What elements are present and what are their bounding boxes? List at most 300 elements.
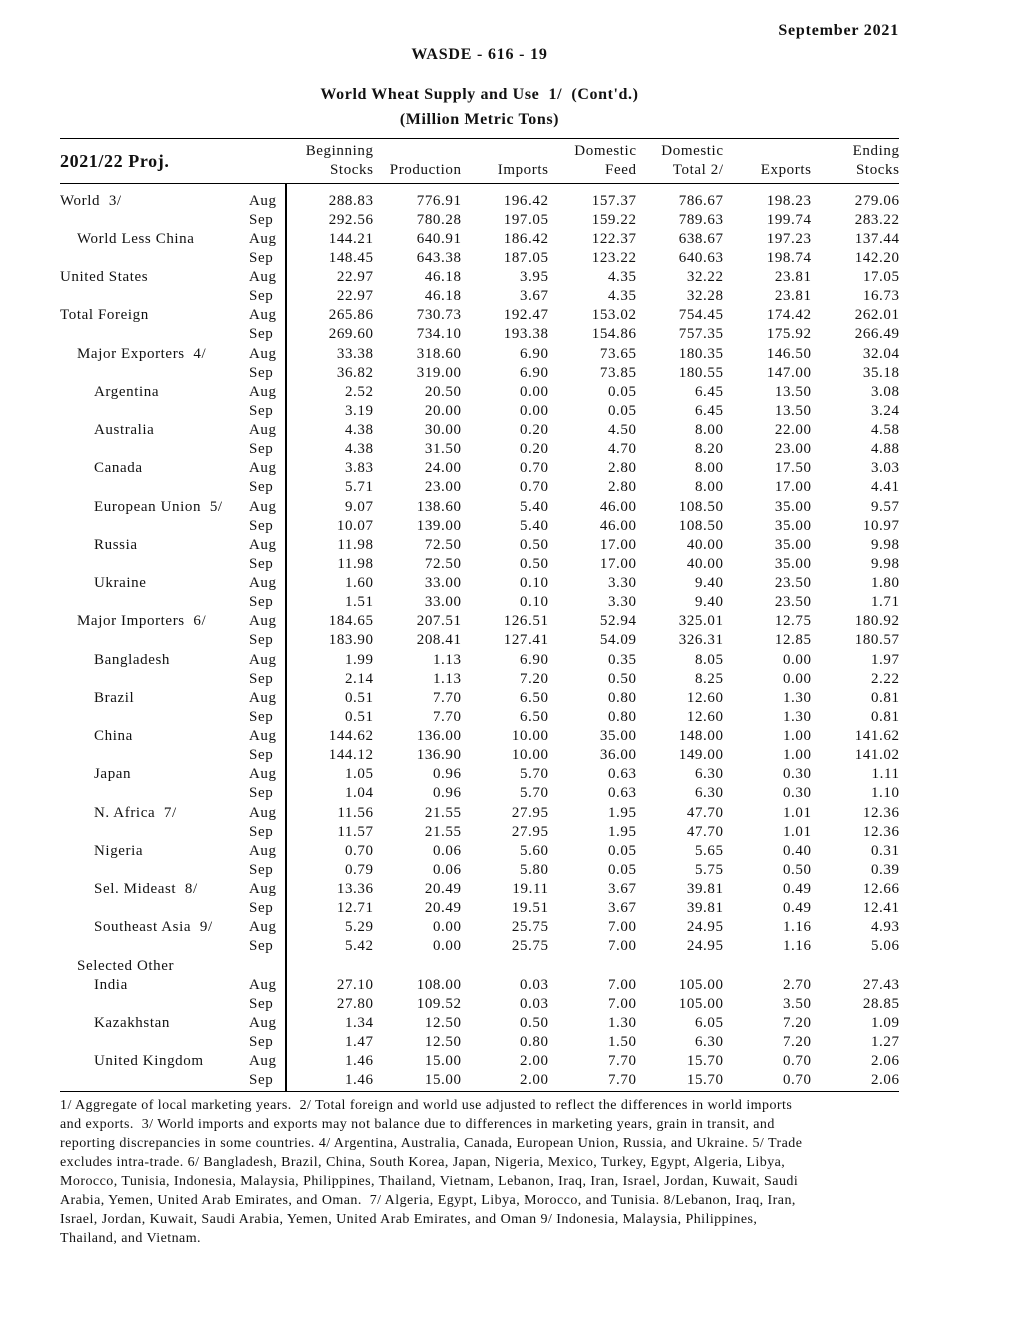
beginning-stocks-value: 148.45 — [328, 249, 374, 266]
beginning-stocks-value: 11.57 — [337, 823, 374, 840]
row-label: N. Africa 7/ — [94, 804, 177, 821]
domestic-total-value: 325.01 — [678, 613, 724, 630]
beginning-stocks-value: 2.14 — [344, 670, 374, 687]
ending-stocks-value: 2.06 — [870, 1072, 900, 1089]
header-production — [373, 142, 461, 180]
production-value: 15.00 — [424, 1072, 462, 1089]
month-label: Sep — [249, 479, 274, 496]
ending-stocks-value: 180.57 — [854, 632, 900, 649]
production-value: 136.90 — [416, 747, 462, 764]
row-label — [60, 631, 249, 650]
production-value: 208.41 — [416, 632, 462, 649]
row-label — [60, 364, 249, 383]
production-value: 31.50 — [424, 441, 462, 458]
table-row — [60, 861, 899, 880]
production-value: 7.70 — [432, 708, 462, 725]
row-label — [60, 478, 249, 497]
ending-stocks-value: 141.02 — [854, 747, 900, 764]
imports-value: 0.20 — [519, 441, 549, 458]
imports-value: 0.00 — [519, 383, 549, 400]
header-line: Production — [389, 162, 462, 178]
header-line: Imports — [497, 162, 549, 178]
table-row — [60, 421, 899, 440]
table-row — [60, 631, 899, 650]
exports-value: 12.75 — [774, 613, 812, 630]
exports-value: 0.70 — [782, 1053, 812, 1070]
imports-value: 10.00 — [511, 747, 549, 764]
production-value: 1.13 — [432, 651, 462, 668]
imports-value: 3.67 — [519, 288, 549, 305]
month-label: Sep — [249, 441, 274, 458]
exports-value: 1.00 — [782, 728, 812, 744]
ending-stocks-value: 142.20 — [854, 249, 900, 266]
domestic-total-value: 39.81 — [686, 881, 724, 897]
imports-value: 0.70 — [519, 460, 549, 477]
month-label: Sep — [249, 364, 274, 381]
imports-value: 2.00 — [519, 1072, 549, 1089]
imports-value: 3.95 — [519, 269, 549, 285]
month-label: Sep — [249, 823, 274, 840]
exports-value: 7.20 — [782, 1034, 812, 1050]
domestic-feed-value: 0.80 — [607, 708, 637, 725]
domestic-feed-value: 3.67 — [607, 881, 637, 897]
header-domestic-total — [636, 142, 723, 180]
imports-value: 6.90 — [519, 345, 549, 362]
table-row — [60, 995, 899, 1014]
table-row — [60, 670, 899, 689]
month-label: Sep — [249, 249, 274, 266]
imports-value: 19.51 — [511, 900, 549, 917]
domestic-total-value: 47.70 — [686, 804, 724, 821]
production-value: 21.55 — [424, 823, 462, 840]
domestic-feed-value: 0.50 — [607, 670, 637, 687]
exports-value: 23.81 — [774, 288, 812, 305]
production-value: 139.00 — [416, 517, 462, 534]
month-label: Sep — [249, 900, 274, 917]
beginning-stocks-value: 22.97 — [336, 269, 374, 285]
production-value: 0.96 — [432, 766, 462, 783]
domestic-feed-value: 1.30 — [607, 1014, 637, 1031]
ending-stocks-value: 17.05 — [862, 269, 900, 285]
row-label — [60, 325, 249, 344]
exports-value: 0.00 — [782, 670, 812, 687]
beginning-stocks-value: 4.38 — [344, 441, 374, 458]
month-label: Sep — [249, 995, 274, 1012]
production-value: 109.52 — [416, 995, 462, 1012]
exports-value: 146.50 — [766, 345, 812, 362]
table-row — [60, 574, 899, 593]
exports-value: 0.30 — [782, 766, 812, 783]
domestic-total-value: 8.00 — [694, 479, 724, 496]
beginning-stocks-value: 27.80 — [336, 995, 374, 1012]
domestic-feed-value: 0.80 — [607, 689, 637, 706]
exports-value: 147.00 — [766, 364, 812, 381]
row-label: Southeast Asia 9/ — [94, 919, 213, 936]
row-label: Bangladesh — [94, 651, 170, 668]
beginning-stocks-value: 27.10 — [336, 976, 374, 993]
domestic-total-value: 149.00 — [678, 747, 724, 764]
month-label: Sep — [249, 288, 274, 305]
domestic-feed-value: 0.05 — [607, 383, 637, 400]
beginning-stocks-value: 5.42 — [344, 938, 374, 955]
domestic-feed-value: 7.00 — [607, 919, 637, 936]
header-rule — [60, 183, 899, 185]
imports-value: 0.50 — [519, 555, 549, 572]
month-label: Aug — [249, 460, 277, 477]
table-row — [60, 823, 899, 842]
ending-stocks-value: 5.06 — [870, 938, 900, 955]
imports-value: 193.38 — [503, 326, 549, 343]
domestic-total-value: 9.40 — [694, 575, 724, 591]
table-body — [60, 192, 899, 1091]
domestic-total-value: 6.05 — [694, 1014, 724, 1031]
domestic-feed-value: 4.50 — [607, 422, 637, 438]
production-value: 776.91 — [416, 192, 462, 209]
domestic-feed-value: 54.09 — [599, 632, 637, 649]
table-row — [60, 937, 899, 956]
domestic-feed-value: 7.70 — [607, 1053, 637, 1070]
domestic-total-value: 640.63 — [678, 249, 724, 266]
table-row — [60, 498, 899, 517]
production-value: 730.73 — [416, 307, 462, 324]
month-label: Sep — [249, 785, 274, 802]
beginning-stocks-value: 288.83 — [328, 192, 374, 209]
beginning-stocks-value: 9.07 — [344, 498, 374, 515]
imports-value: 6.90 — [519, 364, 549, 381]
table-row — [60, 345, 899, 364]
production-value: 319.00 — [416, 364, 462, 381]
month-label: Sep — [249, 326, 274, 343]
row-label: India — [94, 976, 128, 993]
domestic-total-value: 6.45 — [694, 383, 724, 400]
row-label — [60, 746, 249, 765]
beginning-stocks-value: 1.51 — [344, 594, 374, 611]
ending-stocks-value: 3.24 — [870, 402, 900, 419]
table-row — [60, 1052, 899, 1071]
table-row — [60, 746, 899, 765]
production-value: 138.60 — [416, 498, 462, 515]
row-label — [60, 211, 249, 230]
imports-value: 196.42 — [503, 192, 549, 209]
table-row — [60, 325, 899, 344]
imports-value: 5.40 — [519, 517, 549, 534]
production-value: 46.18 — [424, 288, 462, 305]
row-label: Australia — [94, 422, 155, 438]
row-label — [60, 708, 249, 727]
row-label — [60, 899, 249, 918]
imports-value: 5.40 — [519, 498, 549, 515]
beginning-stocks-value: 1.46 — [344, 1053, 374, 1070]
exports-value: 0.49 — [782, 900, 812, 917]
table-row — [60, 249, 899, 268]
ending-stocks-value: 262.01 — [854, 307, 900, 324]
domestic-total-value: 8.00 — [694, 422, 724, 438]
footnote-line: 1/ Aggregate of local marketing years. 2/ Total foreign and world use adjusted to reflect the differences in world imports — [60, 1097, 793, 1113]
month-label: Aug — [249, 651, 277, 668]
imports-value: 126.51 — [503, 613, 549, 630]
month-label: Sep — [249, 211, 274, 228]
table-row — [60, 899, 899, 918]
row-label: China — [94, 728, 133, 744]
domestic-total-value: 5.75 — [694, 861, 724, 878]
ending-stocks-value: 32.04 — [862, 345, 900, 362]
domestic-total-value: 47.70 — [686, 823, 724, 840]
footnote-line: Arabia, Yemen, United Arab Emirates, and Oman. 7/ Algeria, Egypt, Libya, Morocco, and Tunisia. 8/Lebanon, Iraq, Iran, — [60, 1192, 796, 1208]
ending-stocks-value: 12.36 — [862, 804, 900, 821]
domestic-feed-value: 4.35 — [607, 269, 637, 285]
beginning-stocks-value: 36.82 — [336, 364, 374, 381]
beginning-stocks-value: 11.98 — [337, 555, 374, 572]
table-row — [60, 765, 899, 784]
month-label: Sep — [249, 747, 274, 764]
header-line: Total 2/ — [672, 162, 724, 178]
domestic-feed-value: 17.00 — [599, 536, 637, 553]
domestic-feed-value: 0.63 — [607, 766, 637, 783]
header-exports — [723, 142, 811, 180]
exports-value: 35.00 — [774, 517, 812, 534]
beginning-stocks-value: 1.34 — [344, 1014, 374, 1031]
imports-value: 2.00 — [519, 1053, 549, 1070]
production-value: 30.00 — [424, 422, 462, 438]
ending-stocks-value: 2.06 — [870, 1053, 900, 1070]
table-row — [60, 517, 899, 536]
exports-value: 13.50 — [774, 402, 812, 419]
imports-value: 186.42 — [503, 230, 549, 247]
month-label: Sep — [249, 517, 274, 534]
exports-value: 12.85 — [774, 632, 812, 649]
domestic-feed-value: 3.67 — [607, 900, 637, 917]
domestic-total-value: 757.35 — [678, 326, 724, 343]
row-label: Argentina — [94, 383, 160, 400]
exports-value: 0.00 — [782, 651, 812, 668]
imports-value: 6.90 — [519, 651, 549, 668]
ending-stocks-value: 4.93 — [870, 919, 900, 936]
production-value: 72.50 — [424, 536, 462, 553]
month-label: Aug — [249, 1053, 277, 1070]
row-label: Nigeria — [94, 842, 144, 859]
ending-stocks-value: 1.71 — [870, 594, 900, 611]
imports-value: 5.60 — [519, 842, 549, 859]
ending-stocks-value: 12.36 — [862, 823, 900, 840]
beginning-stocks-value: 11.56 — [337, 804, 374, 821]
domestic-total-value: 6.30 — [694, 1034, 724, 1050]
exports-value: 0.30 — [782, 785, 812, 802]
ending-stocks-value: 0.81 — [870, 708, 900, 725]
table-row — [60, 727, 899, 746]
domestic-feed-value: 1.95 — [607, 804, 637, 821]
row-label: Major Importers 6/ — [77, 613, 207, 630]
header-line: Beginning — [305, 143, 374, 159]
exports-value: 1.30 — [782, 708, 812, 725]
domestic-feed-value: 7.70 — [607, 1072, 637, 1089]
production-value: 318.60 — [416, 345, 462, 362]
ending-stocks-value: 1.80 — [870, 575, 900, 591]
production-value: 46.18 — [424, 269, 462, 285]
imports-value: 197.05 — [503, 211, 549, 228]
domestic-feed-value: 159.22 — [591, 211, 637, 228]
table-row — [60, 880, 899, 899]
domestic-total-value: 8.05 — [694, 651, 724, 668]
production-value: 0.96 — [432, 785, 462, 802]
domestic-feed-value: 3.30 — [607, 594, 637, 611]
imports-value: 187.05 — [503, 249, 549, 266]
production-value: 0.06 — [432, 842, 462, 859]
production-value: 207.51 — [416, 613, 462, 630]
imports-value: 0.20 — [519, 422, 549, 438]
table-row — [60, 918, 899, 937]
domestic-feed-value: 46.00 — [599, 498, 637, 515]
beginning-stocks-value: 269.60 — [328, 326, 374, 343]
production-value: 21.55 — [424, 804, 462, 821]
exports-value: 1.01 — [782, 804, 812, 821]
month-label: Aug — [249, 383, 277, 400]
beginning-stocks-value: 3.19 — [344, 402, 374, 419]
month-label: Aug — [249, 230, 277, 247]
beginning-stocks-value: 4.38 — [344, 422, 374, 438]
domestic-feed-value: 7.00 — [607, 995, 637, 1012]
table-row — [60, 957, 899, 976]
row-label: United States — [60, 269, 149, 285]
beginning-stocks-value: 11.98 — [337, 536, 374, 553]
exports-value: 1.16 — [782, 938, 812, 955]
production-value: 1.13 — [432, 670, 462, 687]
month-label: Aug — [249, 575, 277, 591]
exports-value: 0.49 — [782, 881, 812, 897]
domestic-feed-value: 4.35 — [607, 288, 637, 305]
row-label: Brazil — [94, 689, 135, 706]
imports-value: 0.80 — [519, 1034, 549, 1050]
month-label: Aug — [249, 613, 277, 630]
domestic-feed-value: 122.37 — [591, 230, 637, 247]
domestic-feed-value: 73.85 — [599, 364, 637, 381]
imports-value: 5.70 — [519, 766, 549, 783]
month-label: Aug — [249, 728, 277, 744]
footnote-line: excludes intra-trade. 6/ Bangladesh, Brazil, China, South Korea, Japan, Nigeria, Mexico, Turkey, Egypt, Algeria, Libya, — [60, 1154, 786, 1170]
domestic-total-value: 39.81 — [686, 900, 724, 917]
month-label: Aug — [249, 689, 277, 706]
ending-stocks-value: 9.98 — [870, 536, 900, 553]
table-row — [60, 364, 899, 383]
ending-stocks-value: 1.09 — [870, 1014, 900, 1031]
imports-value: 0.03 — [519, 976, 549, 993]
row-label — [60, 287, 249, 306]
domestic-feed-value: 1.95 — [607, 823, 637, 840]
row-label — [60, 937, 249, 956]
table-row — [60, 1071, 899, 1090]
table-row — [60, 976, 899, 995]
domestic-total-value: 32.22 — [686, 269, 724, 285]
ending-stocks-value: 2.22 — [870, 670, 900, 687]
imports-value: 27.95 — [511, 804, 549, 821]
ending-stocks-value: 0.81 — [870, 689, 900, 706]
top-rule — [60, 138, 899, 140]
table-row — [60, 1033, 899, 1052]
domestic-total-value: 8.00 — [694, 460, 724, 477]
beginning-stocks-value: 144.21 — [328, 230, 374, 247]
row-label — [60, 1071, 249, 1090]
month-label: Aug — [249, 1014, 277, 1031]
header-domestic-feed — [548, 142, 636, 180]
report-id: WASDE - 616 - 19 — [411, 46, 548, 63]
ending-stocks-value: 4.88 — [870, 441, 900, 458]
table-row — [60, 689, 899, 708]
ending-stocks-value: 27.43 — [862, 976, 900, 993]
ending-stocks-value: 1.27 — [870, 1034, 900, 1050]
table-row — [60, 383, 899, 402]
month-label: Sep — [249, 670, 274, 687]
row-label: World Less China — [77, 230, 195, 247]
month-label: Sep — [249, 555, 274, 572]
imports-value: 0.50 — [519, 1014, 549, 1031]
domestic-total-value: 638.67 — [678, 230, 724, 247]
production-value: 23.00 — [424, 479, 462, 496]
imports-value: 0.10 — [519, 575, 549, 591]
table-row — [60, 211, 899, 230]
exports-value: 35.00 — [774, 498, 812, 515]
row-label — [60, 823, 249, 842]
exports-value: 1.01 — [782, 823, 812, 840]
month-label: Aug — [249, 842, 277, 859]
domestic-feed-value: 157.37 — [591, 192, 637, 209]
table-row — [60, 1014, 899, 1033]
exports-value: 3.50 — [782, 995, 812, 1012]
table-row — [60, 593, 899, 612]
domestic-feed-value: 7.00 — [607, 938, 637, 955]
row-label — [60, 784, 249, 803]
row-label: Major Exporters 4/ — [77, 345, 207, 362]
domestic-total-value: 326.31 — [678, 632, 724, 649]
header-line: Feed — [605, 162, 637, 178]
beginning-stocks-value: 0.51 — [344, 689, 374, 706]
imports-value: 0.03 — [519, 995, 549, 1012]
header-line: Ending — [852, 143, 900, 159]
exports-value: 17.50 — [774, 460, 812, 477]
beginning-stocks-value: 292.56 — [328, 211, 374, 228]
month-label: Aug — [249, 422, 277, 438]
domestic-total-value: 5.65 — [694, 842, 724, 859]
domestic-total-value: 789.63 — [678, 211, 724, 228]
footnote-line: reporting discrepancies in some countries. 4/ Argentina, Australia, Canada, European Union, Russia, and Ukraine. 5/ Trade — [60, 1135, 803, 1151]
beginning-stocks-value: 0.70 — [344, 842, 374, 859]
production-value: 7.70 — [432, 689, 462, 706]
table-row — [60, 784, 899, 803]
domestic-total-value: 15.70 — [686, 1072, 724, 1089]
domestic-feed-value: 0.63 — [607, 785, 637, 802]
table-units: (Million Metric Tons) — [399, 111, 560, 128]
exports-value: 0.70 — [782, 1072, 812, 1089]
exports-value: 198.74 — [766, 249, 812, 266]
imports-value: 6.50 — [519, 708, 549, 725]
footnote-line: Thailand, and Vietnam. — [60, 1231, 201, 1247]
domestic-feed-value: 1.50 — [607, 1034, 637, 1050]
production-value: 0.06 — [432, 861, 462, 878]
beginning-stocks-value: 1.46 — [344, 1072, 374, 1089]
row-label — [60, 249, 249, 268]
ending-stocks-value: 3.08 — [870, 383, 900, 400]
exports-value: 1.16 — [782, 919, 812, 936]
exports-value: 23.50 — [774, 575, 812, 591]
beginning-stocks-value: 265.86 — [328, 307, 374, 324]
header-line: Stocks — [329, 162, 374, 178]
row-label: Russia — [94, 536, 138, 553]
exports-value: 174.42 — [766, 307, 812, 324]
domestic-feed-value: 2.80 — [607, 460, 637, 477]
footnotes — [60, 1096, 802, 1249]
table-row — [60, 651, 899, 670]
table-header — [60, 142, 899, 180]
table-row — [60, 708, 899, 727]
production-value: 72.50 — [424, 555, 462, 572]
